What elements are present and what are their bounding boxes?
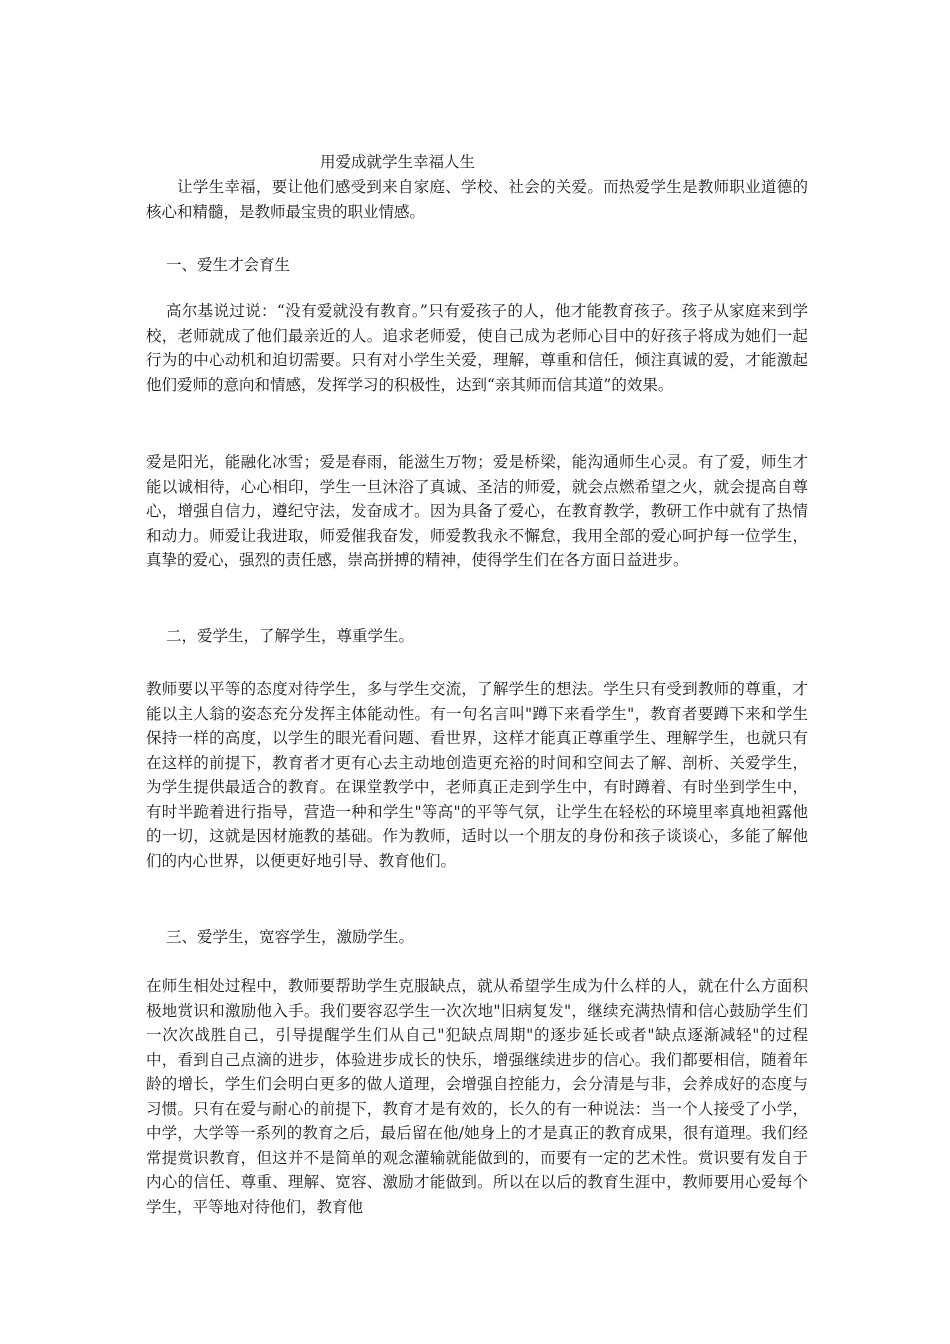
section-1-heading: 一、爱生才会育生 xyxy=(166,256,291,274)
section-3-heading: 三、爱学生，宽容学生，激励学生。 xyxy=(166,928,415,946)
section-1-paragraph-2: 爱是阳光，能融化冰雪；爱是春雨，能滋生万物；爱是桥梁，能沟通师生心灵。有了爱，师生才能以诚相待，心心相印，学生一旦沐浴了真诚、圣洁的师爱，就会点燃希望之火，就会提高自尊心，增强自信力，遵纪守法，发奋成才。因为具备了爱心，在教育教学，教研工作中就有了热情和动力。师爱让我进取，师爱催我奋发，师爱教我永不懈怠，我用全部的爱心呵护每一位学生，真挚的爱心，强烈的责任感，崇高拼搏的精神，使得学生们在各方面日益进步。 xyxy=(146,453,808,569)
document-title: 用爱成就学生幸福人生 xyxy=(320,153,476,171)
section-2-paragraph-1: 教师要以平等的态度对待学生，多与学生交流，了解学生的想法。学生只有受到教师的尊重，才能以主人翁的姿态充分发挥主体能动性。有一句名言叫"蹲下来看学生"，教育者要蹲下来和学生保持一样的高度，以学生的眼光看问题、看世界，这样才能真正尊重学生、理解学生，也就只有在这样的前提下，教育者才更有心去主动地创造更充裕的时间和空间去了解、剖析、关爱学生，为学生提供最适合的教育。在课堂教学中，老师真正走到学生中，有时蹲着、有时坐到学生中，有时半跪着进行指导，营造一种和学生"等高"的平等气氛，让学生在轻松的环境里率真地袒露他的一切，这就是因材施教的基础。作为教师，适时以一个朋友的身份和孩子谈谈心，多能了解他们的内心世界，以便更好地引导、教育他们。 xyxy=(146,680,808,870)
section-2-heading: 二，爱学生，了解学生，尊重学生。 xyxy=(166,627,415,645)
section-3-paragraph-1: 在师生相处过程中，教师要帮助学生克服缺点，就从希望学生成为什么样的人，就在什么方面积极地赏识和激励他入手。我们要容忍学生一次次地"旧病复发"，继续充满热情和信心鼓励学生们一次次战胜自己，引导提醒学生们从自己"犯缺点周期"的逐步延长或者"缺点逐渐减轻"的过程中，看到自己点滴的进步，体验进步成长的快乐，增强继续进步的信心。我们都要相信，随着年龄的增长，学生们会明白更多的做人道理，会增强自控能力，会分清是与非，会养成好的态度与习惯。只有在爱与耐心的前提下，教育才是有效的，长久的有一种说法：当一个人接受了小学，中学，大学等一系列的教育之后，最后留在他/她身上的才是真正的教育成果，很有道理。我们经常提赏识教育，但这并不是简单的观念灌输就能做到的，而要有一定的艺术性。赏识要有发自于内心的信任、尊重、理解、宽容、激励才能做到。所以在以后的教育生涯中，教师要用心爱每个学生，平等地对待他们，教育他 xyxy=(146,977,808,1216)
intro-paragraph: 让学生幸福，要让他们感受到来自家庭、学校、社会的关爱。而热爱学生是教师职业道德的核心和精髓，是教师最宝贵的职业情感。 xyxy=(146,178,808,221)
section-1-paragraph-1: 高尔基说过说：“没有爱就没有教育。”只有爱孩子的人，他才能教育孩子。孩子从家庭来到学校，老师就成了他们最亲近的人。追求老师爱，使自己成为老师心目中的好孩子将成为她们一起行为的中心动机和迫切需要。只有对小学生关爱，理解，尊重和信任，倾注真诚的爱，才能激起他们爱师的意向和情感，发挥学习的积极性，达到“亲其师而信其道”的效果。 xyxy=(146,302,808,394)
